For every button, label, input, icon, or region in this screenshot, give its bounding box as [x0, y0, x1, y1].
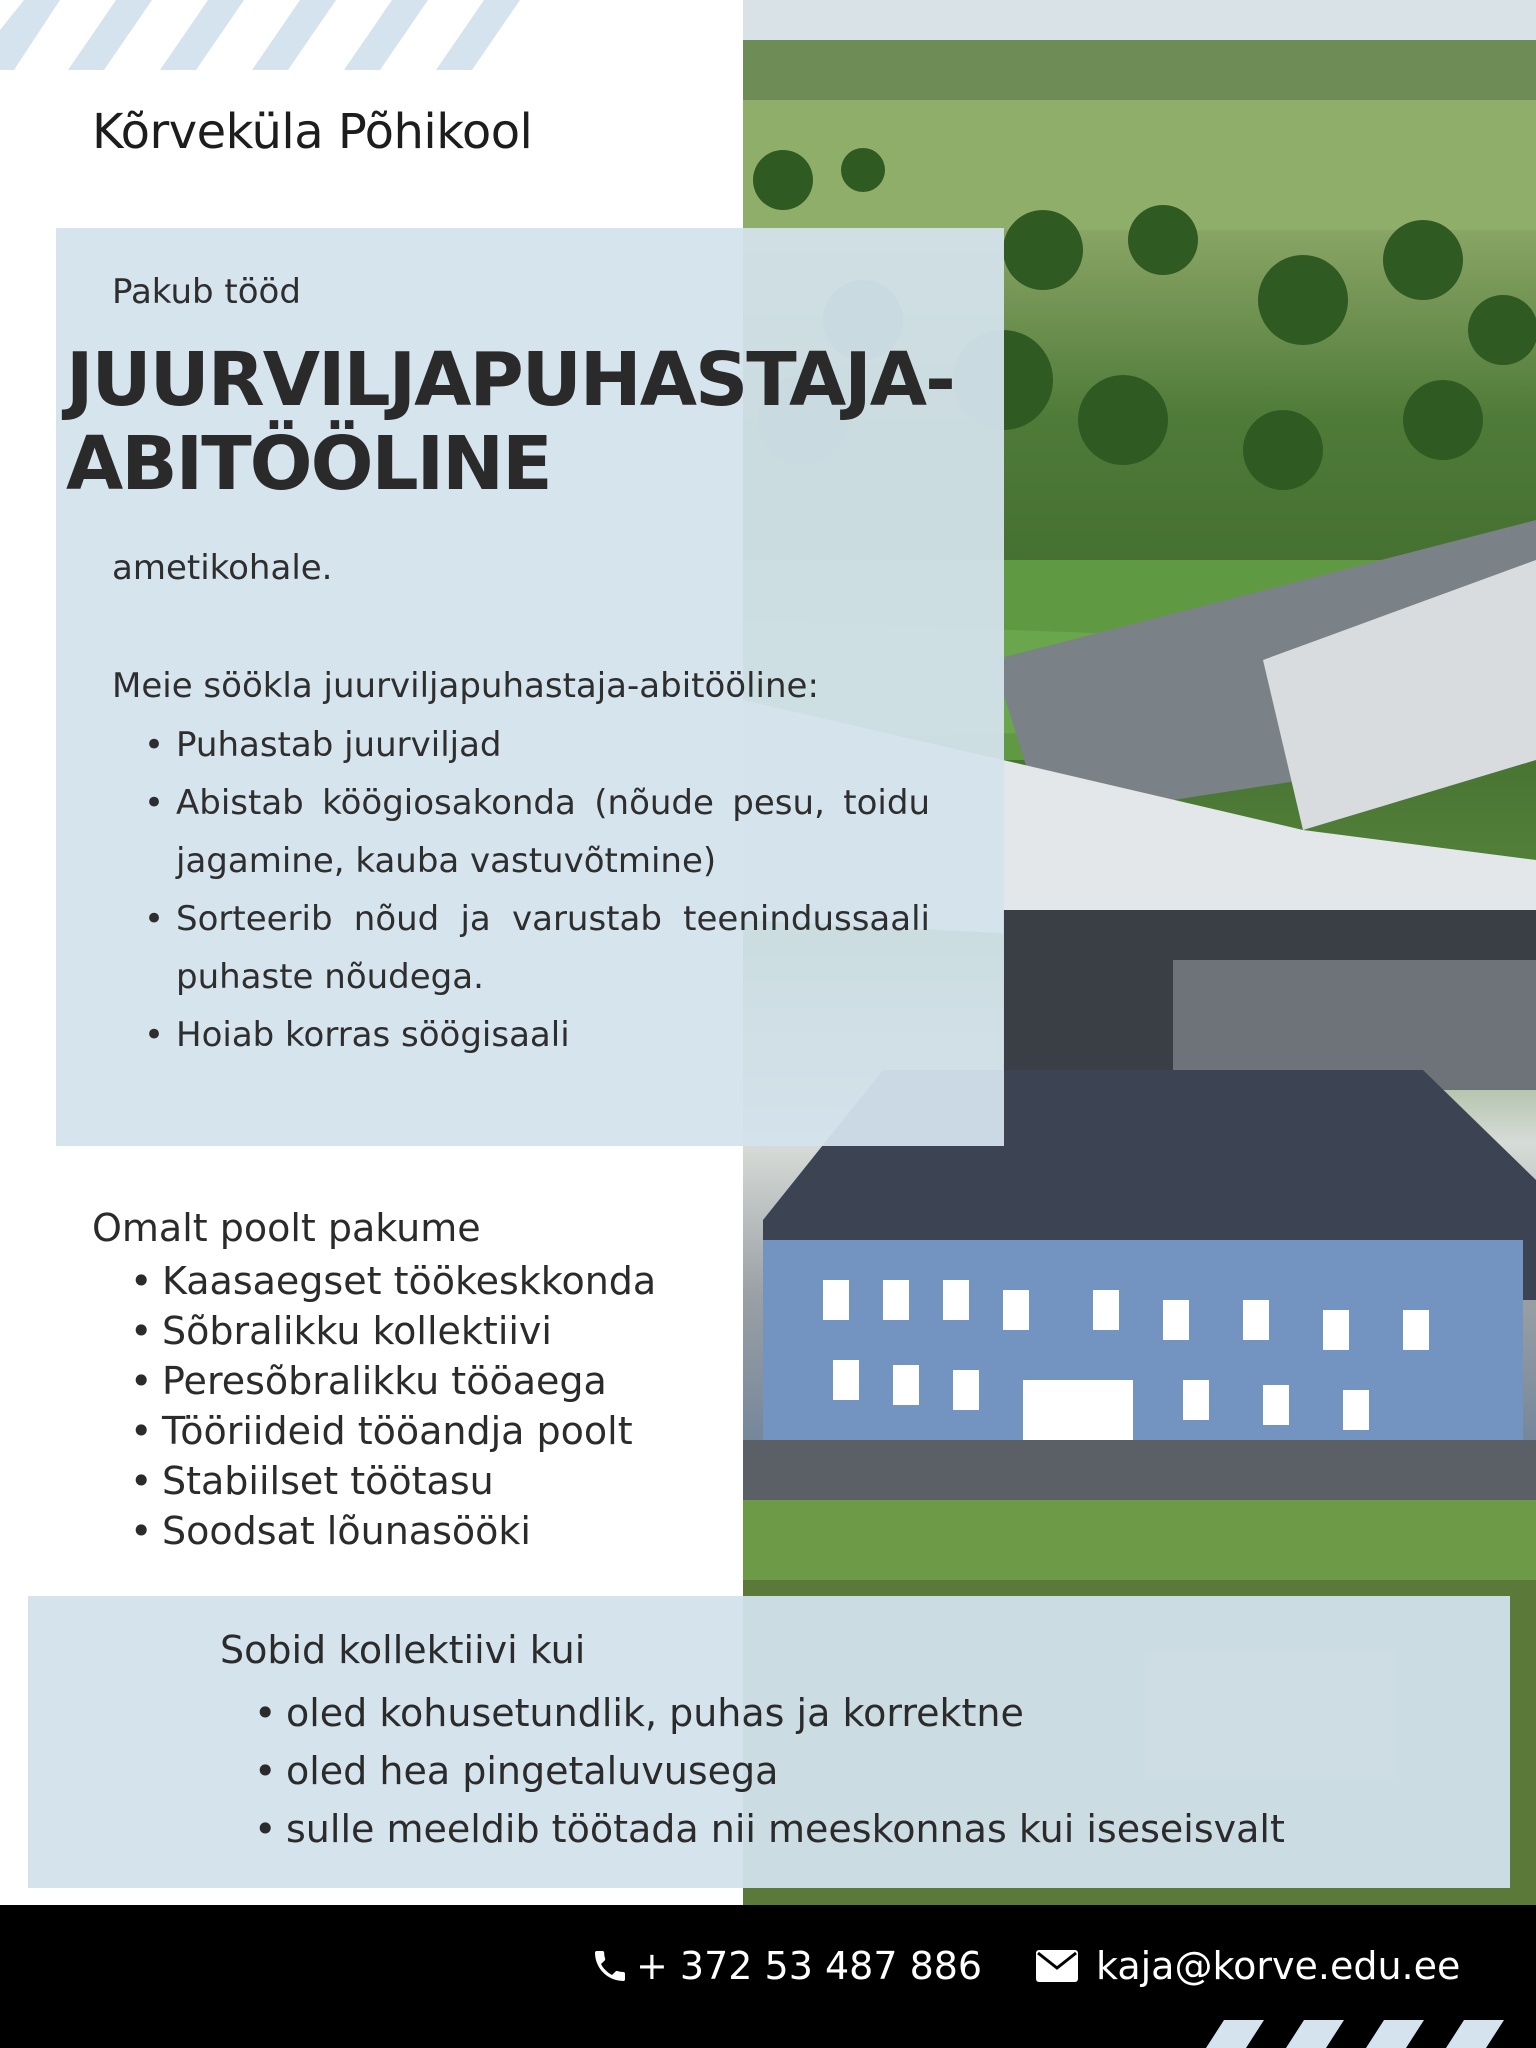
position-label: ametikohale.: [112, 548, 333, 588]
phone-number[interactable]: + 372 53 487 886: [636, 1944, 983, 1988]
requirements-list: [252, 1684, 1285, 1858]
job-title-line-2: ABITÖÖLINE: [66, 421, 551, 507]
top-stripes-decoration: [0, 0, 560, 70]
benefits-list: [128, 1256, 656, 1556]
envelope-icon: [1036, 1950, 1078, 1982]
requirements-title: Sobid kollektiivi kui: [220, 1628, 586, 1672]
job-title: [66, 338, 1006, 506]
benefit-item: • Stabiilset töötasu: [128, 1456, 656, 1506]
duty-item: • Hoiab korras söögisaali: [140, 1006, 930, 1064]
benefit-item: • Soodsat lõunasööki: [128, 1506, 656, 1556]
benefit-item: • Tööriideid tööandja poolt: [128, 1406, 656, 1456]
benefit-item: • Kaasaegset töökeskkonda: [128, 1256, 656, 1306]
benefit-item: • Peresõbralikku tööaega: [128, 1356, 656, 1406]
duty-item: • Abistab köögiosakonda (nõude pesu, toidu jagamine, kauba vastuvõtmine): [140, 774, 930, 890]
email-address[interactable]: kaja@korve.edu.ee: [1096, 1944, 1461, 1988]
requirement-item: • oled kohusetundlik, puhas ja korrektne: [252, 1684, 1285, 1742]
duty-item: • Sorteerib nõud ja varustab teenindussaali puhaste nõudega.: [140, 890, 930, 1006]
duties-list: [140, 716, 930, 1064]
job-title-line-1: JUURVILJAPUHASTAJA-: [66, 337, 954, 423]
email-contact[interactable]: [1036, 1944, 1460, 1988]
bottom-stripes-decoration: [1206, 2020, 1536, 2048]
benefits-title: Omalt poolt pakume: [92, 1206, 481, 1250]
requirement-item: • sulle meeldib töötada nii meeskonnas kui iseseisvalt: [252, 1800, 1285, 1858]
requirement-item: • oled hea pingetaluvusega: [252, 1742, 1285, 1800]
phone-contact[interactable]: [590, 1944, 982, 1988]
phone-icon: [590, 1946, 630, 1986]
duty-item: • Puhastab juurviljad: [140, 716, 930, 774]
duties-intro: Meie söökla juurviljapuhastaja-abitööline:: [112, 666, 819, 706]
benefit-item: • Sõbralikku kollektiivi: [128, 1306, 656, 1356]
offers-label: Pakub tööd: [112, 272, 301, 312]
school-name: Kõrveküla Põhikool: [92, 104, 533, 160]
